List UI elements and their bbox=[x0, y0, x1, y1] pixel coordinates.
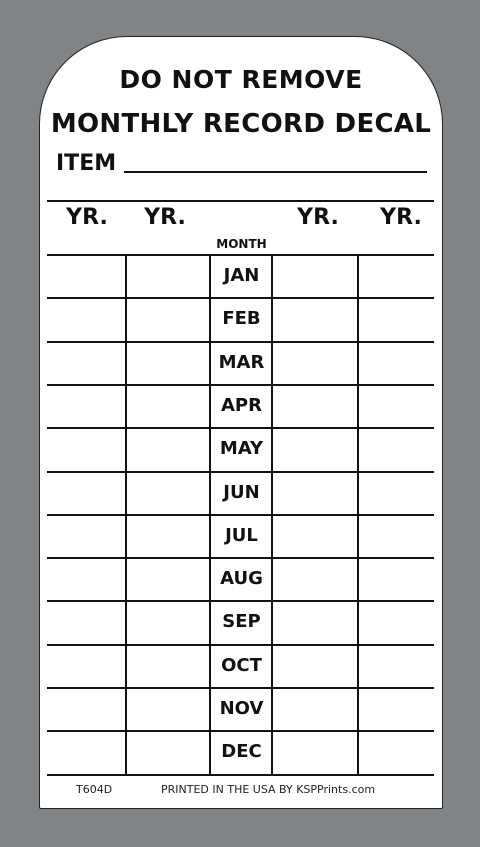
month-label: APR bbox=[221, 394, 262, 416]
row-line bbox=[47, 774, 434, 776]
row-line bbox=[47, 297, 434, 299]
row-line bbox=[47, 644, 434, 646]
column-line bbox=[271, 254, 273, 774]
decal-subtitle: MONTHLY RECORD DECAL bbox=[50, 109, 432, 139]
year-header-4: YR. bbox=[380, 205, 422, 230]
month-label: DEC bbox=[221, 741, 262, 763]
row-line bbox=[47, 730, 434, 732]
item-write-line bbox=[124, 171, 427, 173]
month-label: JAN bbox=[223, 265, 260, 286]
row-line bbox=[47, 427, 434, 429]
item-label: ITEM bbox=[56, 151, 117, 176]
decal-title: DO NOT REMOVE bbox=[119, 65, 363, 94]
column-line bbox=[125, 254, 127, 774]
header-top-line bbox=[47, 200, 434, 202]
footer-text: PRINTED IN THE USA BY KSPPrints.com bbox=[161, 783, 376, 796]
month-label: OCT bbox=[221, 654, 262, 676]
year-header-3: YR. bbox=[297, 205, 339, 230]
month-label: AUG bbox=[220, 568, 263, 590]
year-header-2: YR. bbox=[144, 205, 186, 230]
row-line bbox=[47, 384, 434, 386]
month-header: MONTH bbox=[216, 237, 267, 251]
month-label: SEP bbox=[222, 611, 261, 633]
record-decal bbox=[39, 36, 443, 809]
month-label: FEB bbox=[222, 308, 261, 330]
column-line bbox=[209, 254, 211, 774]
row-line bbox=[47, 557, 434, 559]
month-label: MAR bbox=[218, 351, 265, 373]
month-label: JUN bbox=[223, 481, 260, 503]
month-label: NOV bbox=[219, 698, 264, 719]
row-line bbox=[47, 600, 434, 602]
footer-code: T604D bbox=[76, 783, 113, 796]
row-line bbox=[47, 341, 434, 343]
year-header-1: YR. bbox=[66, 205, 108, 230]
month-label: MAY bbox=[219, 438, 264, 460]
column-line bbox=[357, 254, 359, 774]
row-line bbox=[47, 514, 434, 516]
month-label: JUL bbox=[225, 524, 258, 546]
row-line bbox=[47, 254, 434, 256]
row-line bbox=[47, 687, 434, 689]
row-line bbox=[47, 471, 434, 473]
